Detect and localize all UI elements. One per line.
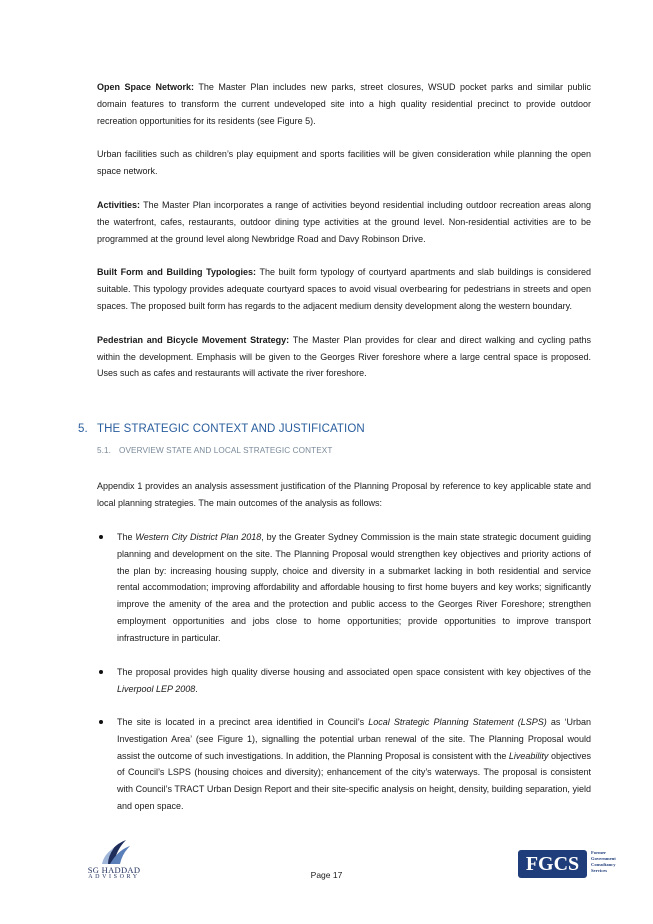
list-item <box>97 664 591 698</box>
open-space-paragraph <box>97 79 591 129</box>
subsection-title: OVERVIEW STATE AND LOCAL STRATEGIC CONTEXT <box>119 446 333 455</box>
list-item <box>97 529 591 647</box>
bullet-3-em-liveability: Liveability <box>508 750 549 761</box>
pedestrian-paragraph <box>97 332 591 382</box>
pedestrian-label: Pedestrian and Bicycle Movement Strategy: <box>97 334 290 345</box>
bullet-3-post: objectives of Council’s LSPS (housing choices and diversity); enhancement of the city’s waterways. The proposal is consistent with Council’s TRACT Urban Design Report and their site-specific analysis on height, density, building separation, yield and open space. <box>117 750 591 811</box>
bullet-1-em: Western City District Plan 2018 <box>135 532 262 542</box>
open-space-label: Open Space Network: <box>97 82 195 92</box>
section-title: THE STRATEGIC CONTEXT AND JUSTIFICATION <box>97 423 365 435</box>
bullet-text-2 <box>117 664 591 698</box>
bullet-2-pre: The proposal provides high quality diverse housing and associated open space consistent with key objectives of the <box>117 667 591 677</box>
bullet-list-1 <box>97 529 591 647</box>
activities-paragraph <box>97 197 591 247</box>
section-number: 5. <box>78 423 88 435</box>
bullet-1-post: , by the Greater Sydney Commission is the main state strategic document guiding planning and development on the site. The Planning Proposal would strengthen key objectives and priority actions of the plan by: increasing housing supply, choice and diversity in a submarket lacking in both residential and service rental accommodation; improving affordability and affordable housing to first home buyers and key works; significantly improve the amenity of the area and the protection and public access to the Georges River Foreshore; strengthen employment opportunities and jobs close to home opportunities; provide opportunities to improve transport infrastructure in particular. <box>117 532 591 643</box>
open-space-text: The Master Plan includes new parks, street closures, WSUD pocket parks and similar public domain features to transform the current undeveloped site into a high quality residential precinct to provide outdoor recreation opportunities for its residents (see Figure 5). <box>97 82 591 126</box>
bullet-text-1 <box>117 529 591 647</box>
activities-label: Activities: <box>97 199 141 210</box>
sg-haddad-name: SG HADDAD <box>87 865 141 875</box>
bullet-icon <box>99 670 103 674</box>
fgcs-line-3: Consultancy <box>591 862 616 867</box>
bullet-list-2 <box>97 664 591 698</box>
subsection-number: 5.1. <box>97 446 112 455</box>
sg-haddad-sub: ADVISORY <box>88 874 140 880</box>
fgcs-mark: FGCS <box>518 850 587 878</box>
activities-text: The Master Plan incorporates a range of activities beyond residential including outdoor recreation areas along the waterfront, cafes, restaurants, outdoor dining type activities at the ground level. Non-residential activities are to be programmed at the ground level along Newbridge Road and Davy Robinson Drive. <box>97 199 591 244</box>
urban-facilities-paragraph: Urban facilities such as children’s play equipment and sports facilities will be given consideration while planning the open space network. <box>97 149 591 177</box>
fgcs-line-2: Government <box>591 856 616 861</box>
fgcs-tagline <box>591 850 616 874</box>
bullet-1-pre: The <box>117 532 136 542</box>
built-form-text: The built form typology of courtyard apartments and slab buildings is considered suitable. This typology provides adequate courtyard spaces to avoid visual overbearing for pedestrians in streets and open spaces. The proposed built form has regards to the adjacent medium density development along the western boundary. <box>97 267 591 311</box>
section-heading <box>78 423 365 435</box>
appendix-block <box>97 478 591 512</box>
sg-haddad-emblem-icon <box>74 838 154 866</box>
fgcs-logo <box>518 850 628 880</box>
subsection-heading <box>97 446 332 455</box>
bullet-list-3 <box>97 714 591 815</box>
fgcs-line-1: Former <box>591 850 607 855</box>
appendix-paragraph: Appendix 1 provides an analysis assessment justification of the Planning Proposal by reference to key applicable state and local planning strategies. The main outcomes of the analysis as follows: <box>97 481 591 508</box>
built-form-label: Built Form and Building Typologies: <box>97 267 256 278</box>
fgcs-line-4: Services <box>591 868 608 873</box>
pedestrian-text: The Master Plan provides for clear and direct walking and cycling paths within the development. Emphasis will be given to the Georges River foreshore where a large central space is proposed. Uses such as cafes and restaurants will activate the river foreshore. <box>97 334 592 379</box>
bullet-3-em-lsps: Local Strategic Planning Statement (LSPS) <box>368 717 547 727</box>
list-item <box>97 714 591 815</box>
page-number: Page 17 <box>310 870 343 880</box>
built-form-paragraph <box>97 264 591 314</box>
bullet-3-pre: The site is located in a precinct area identified in Council’s <box>117 717 369 727</box>
intro-block <box>97 79 591 382</box>
bullet-icon <box>99 720 103 724</box>
bullet-icon <box>99 535 103 539</box>
bullet-2-em: Liverpool LEP 2008 <box>117 683 196 694</box>
bullet-text-3 <box>117 714 591 815</box>
bullet-3-mid: as ‘Urban Investigation Area’ (see Figure 1), signalling the potential urban renewal of the site. The Planning Proposal would assist the outcome of such investigations. In addition, the Planning Proposal is consistent with the <box>117 717 591 761</box>
bullet-2-post: . <box>195 683 198 694</box>
